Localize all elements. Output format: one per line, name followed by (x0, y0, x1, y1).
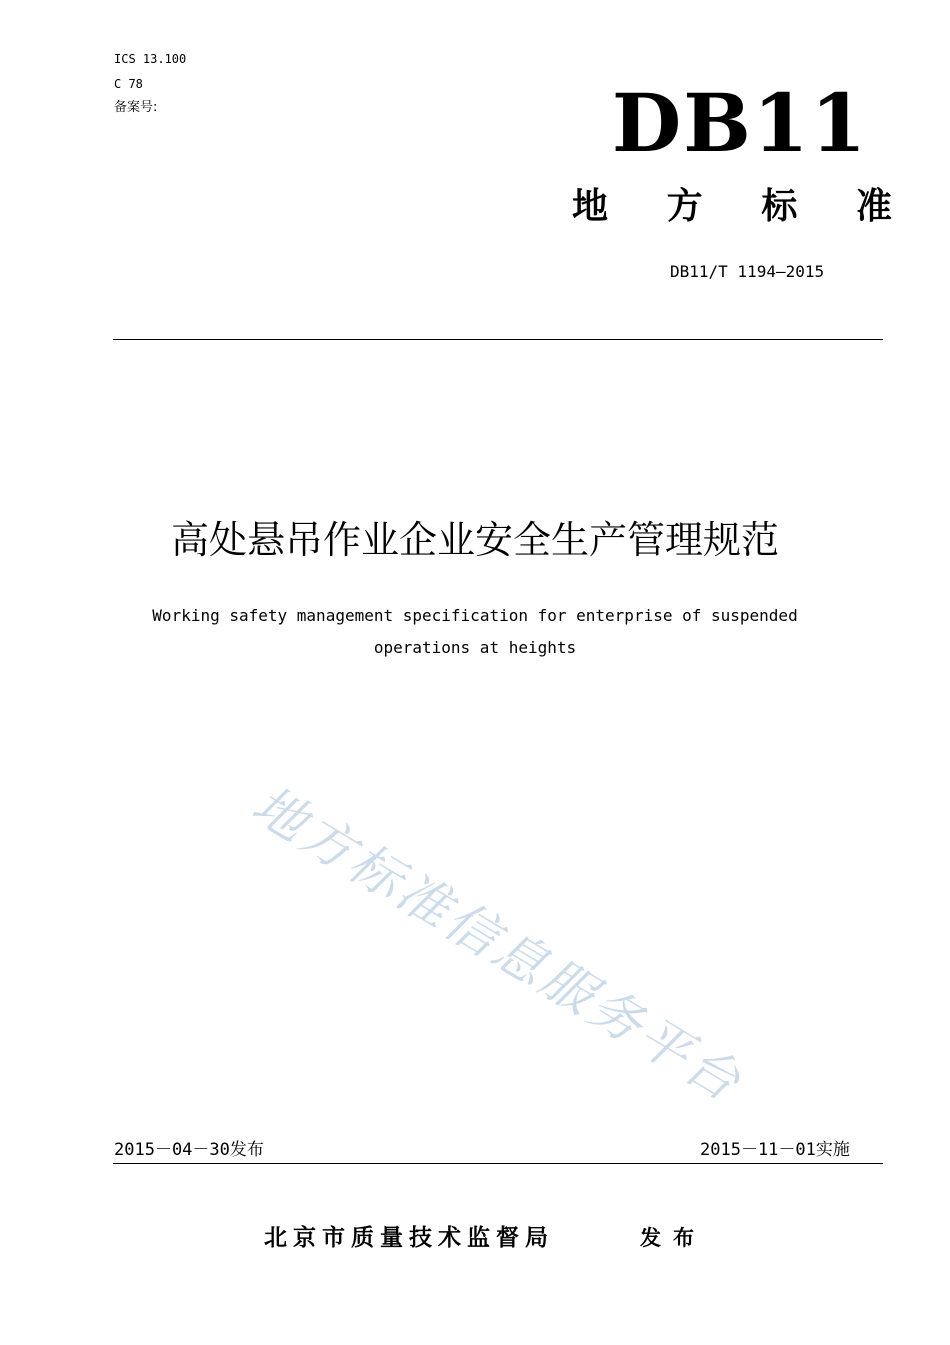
title-english (60, 600, 890, 664)
standard-type (572, 184, 892, 230)
title-english-line2: operations at heights (373, 638, 577, 657)
implement-date-label: 实施 (815, 1140, 850, 1160)
implement-date (700, 1138, 850, 1162)
standard-type-char: 标 (761, 186, 798, 227)
record-number-label: 备案号: (114, 100, 158, 115)
classification-code: C 78 (114, 77, 143, 91)
implement-date-value: 2015－11－01 (700, 1140, 816, 1160)
issue-label: 发布 (640, 1226, 706, 1250)
ics-code: ICS 13.100 (114, 52, 187, 66)
issuer-name: 北京市质量技术监督局 (264, 1225, 554, 1251)
standard-code: DB11/T 1194—2015 (670, 262, 825, 281)
publish-date-label: 发布 (229, 1140, 264, 1160)
db11-logo: DB11 (611, 76, 869, 170)
publish-date (114, 1138, 264, 1162)
bottom-divider (113, 1163, 883, 1164)
standard-type-char: 地 (572, 186, 609, 227)
watermark-text: 地方标准信息服务平台 (241, 774, 753, 1115)
title-english-line1: Working safety management specification for enterprise of suspended (152, 606, 798, 625)
title-chinese-text: 高处悬吊作业企业安全生产管理规范 (170, 518, 779, 562)
standard-type-char: 方 (666, 186, 703, 227)
top-divider (113, 339, 883, 340)
publish-date-value: 2015－04－30 (114, 1140, 230, 1160)
standard-type-char: 准 (855, 186, 892, 227)
title-chinese (0, 515, 950, 565)
